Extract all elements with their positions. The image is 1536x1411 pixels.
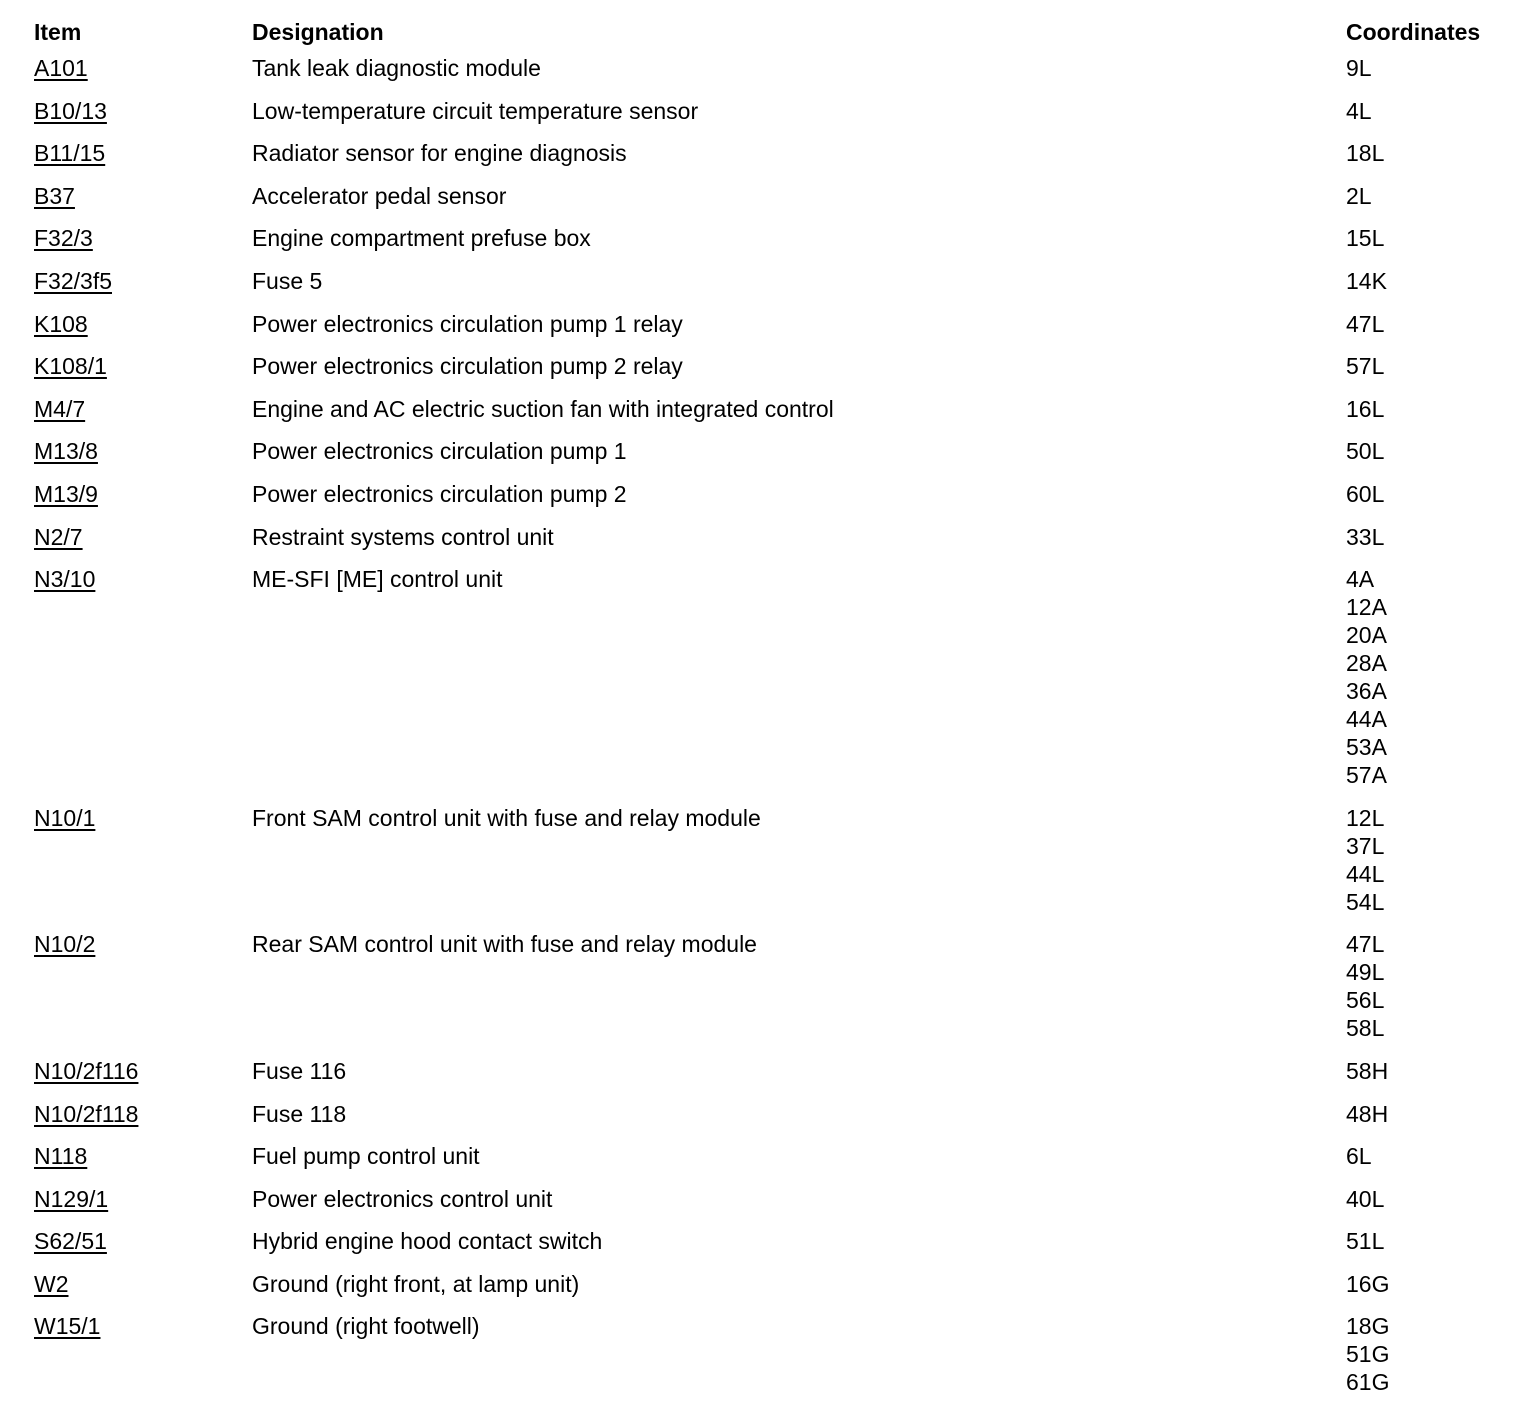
designation-cell: Ground (right front, at lamp unit) [252, 1270, 580, 1297]
coordinate-value: 61G [1346, 1369, 1390, 1396]
item-cell [34, 1227, 252, 1270]
table-row [34, 437, 1506, 480]
item-cell [34, 395, 252, 438]
coordinates-cell [1346, 565, 1506, 804]
table-row [34, 930, 1506, 1057]
item-link[interactable]: K108 [34, 310, 88, 337]
table-row [34, 523, 1506, 566]
table-row [34, 267, 1506, 310]
table-row [34, 97, 1506, 140]
coordinate-value: 20A [1346, 622, 1387, 649]
item-cell [34, 267, 252, 310]
table-row [34, 352, 1506, 395]
designation-cell: Fuel pump control unit [252, 1143, 480, 1170]
item-link[interactable]: N129/1 [34, 1185, 109, 1212]
designation-cell: Power electronics circulation pump 2 [252, 480, 627, 507]
coordinate-value: 2L [1346, 182, 1372, 209]
designation-cell: Radiator sensor for engine diagnosis [252, 140, 627, 167]
coordinates-cell [1346, 267, 1506, 310]
coordinates-cell [1346, 480, 1506, 523]
item-link[interactable]: B11/15 [34, 140, 106, 167]
coordinates-cell [1346, 1270, 1506, 1313]
coordinate-value: 60L [1346, 480, 1385, 507]
coordinate-value: 14K [1346, 267, 1387, 294]
item-cell [34, 1142, 252, 1185]
designation-cell: Engine compartment prefuse box [252, 225, 591, 252]
item-link[interactable]: S62/51 [34, 1228, 107, 1255]
designation-cell: Power electronics circulation pump 1 [252, 438, 627, 465]
designation-cell: Fuse 5 [252, 267, 323, 294]
coordinates-cell [1346, 1100, 1506, 1143]
table-body [34, 54, 1506, 1411]
table-row [34, 1185, 1506, 1228]
designation-cell: Tank leak diagnostic module [252, 55, 541, 81]
designation-cell: Fuse 116 [252, 1057, 347, 1084]
header-item: Item [34, 19, 82, 45]
designation-cell: Rear SAM control unit with fuse and relay module [252, 931, 757, 958]
item-link[interactable]: N10/2 [34, 931, 96, 958]
item-link[interactable]: M4/7 [34, 395, 86, 422]
coordinate-value: 18G [1346, 1313, 1390, 1340]
item-cell [34, 1057, 252, 1100]
item-cell [34, 480, 252, 523]
designation-cell: Ground (right footwell) [252, 1313, 480, 1340]
coordinates-cell [1346, 437, 1506, 480]
designation-cell: Accelerator pedal sensor [252, 182, 507, 209]
item-link[interactable]: B37 [34, 182, 75, 209]
coordinates-cell [1346, 1312, 1506, 1411]
coordinates-cell [1346, 54, 1506, 97]
table-header-row [34, 18, 1506, 54]
item-link[interactable]: N10/1 [34, 804, 96, 831]
coordinate-value: 36A [1346, 678, 1387, 705]
designation-cell: Power electronics circulation pump 2 relay [252, 353, 683, 380]
item-cell [34, 930, 252, 1057]
coordinates-cell [1346, 224, 1506, 267]
table-row [34, 182, 1506, 225]
coordinate-value: 33L [1346, 523, 1385, 550]
item-link[interactable]: N118 [34, 1143, 88, 1170]
item-link[interactable]: K108/1 [34, 353, 107, 380]
coordinates-cell [1346, 352, 1506, 395]
coordinate-value: 57L [1346, 353, 1385, 380]
item-cell [34, 310, 252, 353]
table-row [34, 565, 1506, 804]
coordinate-value: 6L [1346, 1143, 1372, 1170]
coordinates-cell [1346, 930, 1506, 1057]
coordinate-value: 44L [1346, 860, 1385, 887]
coordinate-value: 58H [1346, 1057, 1389, 1084]
item-link[interactable]: N3/10 [34, 566, 96, 593]
coordinates-cell [1346, 1142, 1506, 1185]
table-row [34, 1270, 1506, 1313]
item-link[interactable]: N10/2f116 [34, 1057, 139, 1084]
coordinate-value: 16L [1346, 395, 1385, 422]
item-link[interactable]: M13/8 [34, 438, 98, 465]
item-cell [34, 182, 252, 225]
coordinate-value: 18L [1346, 140, 1385, 167]
table-row [34, 1312, 1506, 1411]
table-row [34, 224, 1506, 267]
table-row [34, 395, 1506, 438]
designation-cell: Restraint systems control unit [252, 523, 554, 550]
coordinate-value: 51G [1346, 1341, 1390, 1368]
coordinate-value: 12L [1346, 804, 1385, 831]
coordinate-value: 37L [1346, 832, 1385, 859]
table-row [34, 1057, 1506, 1100]
coordinate-value: 28A [1346, 650, 1387, 677]
table-row [34, 1227, 1506, 1270]
coordinates-cell [1346, 523, 1506, 566]
item-cell [34, 804, 252, 931]
header-designation: Designation [252, 19, 384, 45]
coordinate-value: 47L [1346, 310, 1385, 337]
coordinate-value: 54L [1346, 888, 1385, 915]
item-cell [34, 1270, 252, 1313]
designation-cell: Engine and AC electric suction fan with integrated control [252, 395, 834, 422]
coordinates-cell [1346, 1185, 1506, 1228]
item-link[interactable]: A101 [34, 55, 88, 81]
item-link[interactable]: W15/1 [34, 1313, 101, 1340]
coordinate-value: 57A [1346, 762, 1387, 789]
designation-cell: Fuse 118 [252, 1100, 347, 1127]
item-cell [34, 97, 252, 140]
coordinates-cell [1346, 182, 1506, 225]
coordinates-cell [1346, 139, 1506, 182]
item-cell [34, 54, 252, 97]
designation-cell: Front SAM control unit with fuse and relay module [252, 804, 761, 831]
table-row [34, 480, 1506, 523]
coordinate-value: 40L [1346, 1185, 1385, 1212]
item-link[interactable]: W2 [34, 1270, 69, 1297]
table-row [34, 139, 1506, 182]
coordinates-cell [1346, 97, 1506, 140]
table-row [34, 310, 1506, 353]
header-coordinates: Coordinates [1346, 19, 1481, 45]
item-link[interactable]: F32/3f5 [34, 267, 112, 294]
coordinates-cell [1346, 1057, 1506, 1100]
coordinate-value: 4L [1346, 97, 1372, 124]
item-cell [34, 437, 252, 480]
item-cell [34, 139, 252, 182]
item-link[interactable]: F32/3 [34, 225, 93, 252]
table-row [34, 1100, 1506, 1143]
coordinate-value: 50L [1346, 438, 1385, 465]
coordinate-value: 49L [1346, 959, 1385, 986]
coordinate-value: 58L [1346, 1015, 1385, 1042]
coordinates-cell [1346, 1227, 1506, 1270]
coordinate-value: 16G [1346, 1270, 1390, 1297]
coordinate-value: 44A [1346, 706, 1387, 733]
item-link[interactable]: B10/13 [34, 97, 107, 124]
item-cell [34, 1185, 252, 1228]
item-cell [34, 523, 252, 566]
item-cell [34, 565, 252, 804]
coordinates-cell [1346, 395, 1506, 438]
coordinate-value: 51L [1346, 1228, 1385, 1255]
designation-cell: Hybrid engine hood contact switch [252, 1228, 603, 1255]
table-row [34, 54, 1506, 97]
coordinate-value: 56L [1346, 987, 1385, 1014]
designation-cell: ME-SFI [ME] control unit [252, 566, 503, 593]
designation-cell: Low-temperature circuit temperature sensor [252, 97, 699, 124]
coordinates-cell [1346, 310, 1506, 353]
coordinate-value: 12A [1346, 594, 1387, 621]
item-cell [34, 1312, 252, 1411]
item-link[interactable]: N10/2f118 [34, 1100, 139, 1127]
coordinates-cell [1346, 804, 1506, 931]
table-row [34, 1142, 1506, 1185]
designation-cell: Power electronics control unit [252, 1185, 553, 1212]
coordinate-value: 48H [1346, 1100, 1389, 1127]
coordinate-value: 4A [1346, 566, 1375, 593]
coordinate-value: 15L [1346, 225, 1385, 252]
component-legend-table [34, 18, 1506, 1411]
coordinate-value: 47L [1346, 931, 1385, 958]
item-link[interactable]: N2/7 [34, 523, 83, 550]
designation-cell: Power electronics circulation pump 1 relay [252, 310, 683, 337]
coordinate-value: 53A [1346, 734, 1387, 761]
item-cell [34, 224, 252, 267]
item-cell [34, 352, 252, 395]
coordinate-value: 9L [1346, 55, 1372, 81]
item-cell [34, 1100, 252, 1143]
item-link[interactable]: M13/9 [34, 480, 98, 507]
table-row [34, 804, 1506, 931]
